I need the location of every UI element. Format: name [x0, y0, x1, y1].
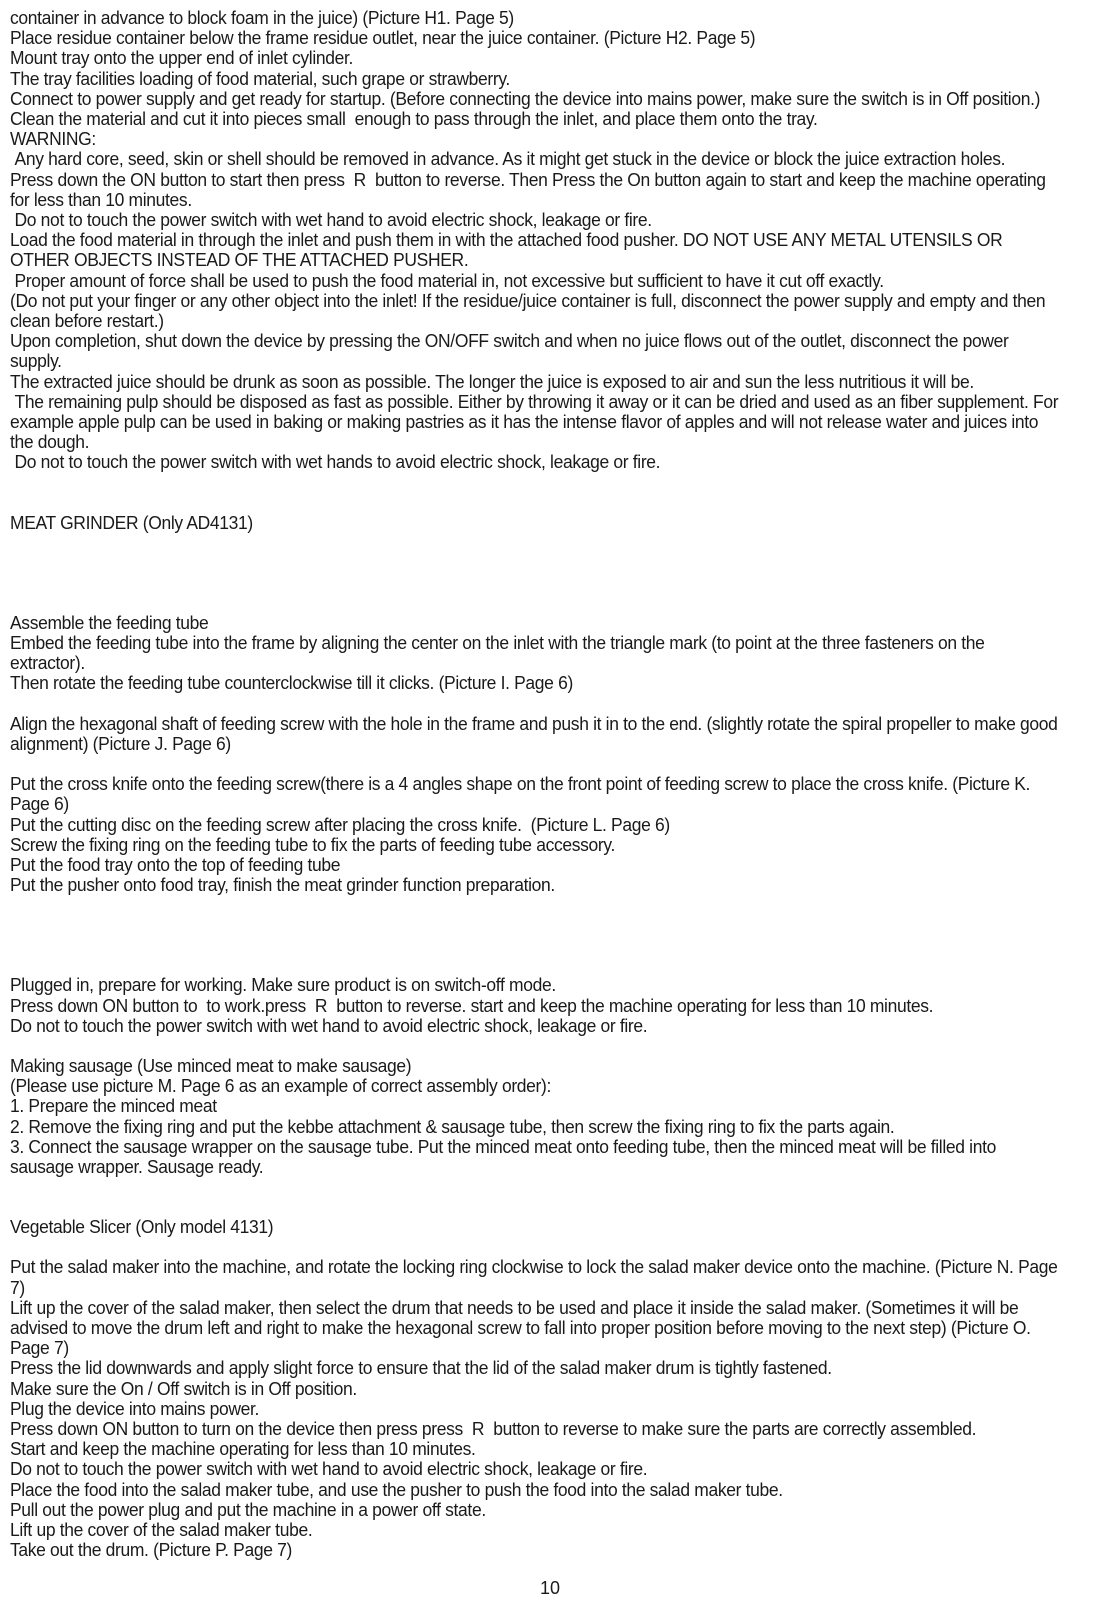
juicer-line: Press down the ON button to start then press R button to reverse. Then Press the On button again to start and keep the machine operating for less than 10 minutes. [10, 168, 1051, 210]
warning-label: WARNING: [10, 128, 96, 150]
instruction-line: Put the cutting disc on the feeding screw after placing the cross knife. (Picture L. Page 6) [10, 813, 670, 835]
instruction-line: Put the cross knife onto the feeding screw(there is a 4 angles shape on the front point of feeding screw to place the cross knife. (Picture K. Page 6) [10, 773, 1035, 815]
juicer-line: Load the food material in through the inlet and push them in with the attached food pusher. DO NOT USE ANY METAL UTENSILS OR OTHER OBJECTS INSTEAD OF THE ATTACHED PUSHER. [10, 229, 1007, 271]
instruction-line: Put the food tray onto the top of feeding tube [10, 853, 341, 875]
instruction-line: Align the hexagonal shaft of feeding screw with the hole in the frame and push it in to the end. (slightly rotate the spiral propeller to make good alignment) (Picture J. Page 6) [10, 712, 1063, 754]
juicer-line: Any hard core, seed, skin or shell should be removed in advance. As it might get stuck in the device or block the juice extraction holes. [10, 148, 1006, 170]
juicer-line: The tray facilities loading of food material, such grape or strawberry. [10, 67, 510, 89]
section-heading: MEAT GRINDER (Only AD4131) [10, 511, 253, 533]
sausage-line: (Please use picture M. Page 6 as an example of correct assembly order): [10, 1075, 552, 1097]
sausage-line: Making sausage (Use minced meat to make sausage) [10, 1054, 412, 1076]
manual-page [10, 8, 1061, 1560]
juicer-line: Upon completion, shut down the device by pressing the ON/OFF switch and when no juice flows out of the outlet, disconnect the power supply. [10, 330, 1014, 372]
sausage-line: 3. Connect the sausage wrapper on the sausage tube. Put the minced meat onto feeding tube, then the minced meat will be filled into sausage wrapper. Sausage ready. [10, 1135, 1001, 1177]
instruction-line: Then rotate the feeding tube counterclockwise till it clicks. (Picture I. Page 6) [10, 672, 573, 694]
juicer-line: Clean the material and cut it into pieces small enough to pass through the inlet, and place them onto the tray. [10, 108, 818, 130]
juicer-line: Do not to touch the power switch with wet hand to avoid electric shock, leakage or fire. [10, 209, 652, 231]
instruction-line: Plugged in, prepare for working. Make sure product is on switch-off mode. [10, 974, 556, 996]
juicer-line: Proper amount of force shall be used to push the food material in, not excessive but sufficient to have it cut off exactly. [10, 269, 884, 291]
juicer-line: Mount tray onto the upper end of inlet cylinder. [10, 47, 354, 69]
slicer-line: Plug the device into mains power. [10, 1397, 260, 1419]
slicer-line: Start and keep the machine operating for less than 10 minutes. [10, 1438, 476, 1460]
juicer-line: The remaining pulp should be disposed as fast as possible. Either by throwing it away or it can be dried and used as an fiber supplement. For example apple pulp can be used in baking or making pastries as it has the intense flavor of apples and will not release water and juices into the dough. [10, 390, 1063, 453]
slicer-line: Do not to touch the power switch with wet hand to avoid electric shock, leakage or fire. [10, 1458, 648, 1480]
sausage-line: 1. Prepare the minced meat [10, 1095, 217, 1117]
slicer-line: Put the salad maker into the machine, and rotate the locking ring clockwise to lock the salad maker device onto the machine. (Picture N. Page 7) [10, 1256, 1063, 1298]
instruction-line: Put the pusher onto food tray, finish the meat grinder function preparation. [10, 874, 555, 896]
meat-grinder-section [10, 513, 1061, 1177]
juicer-line: Do not to touch the power switch with wet hands to avoid electric shock, leakage or fire. [10, 451, 661, 473]
vegetable-slicer-section [10, 1217, 1061, 1560]
slicer-line: Press the lid downwards and apply slight force to ensure that the lid of the salad maker drum is tightly fastened. [10, 1357, 832, 1379]
slicer-line: Lift up the cover of the salad maker, then select the drum that needs to be used and place it inside the salad maker. (Sometimes it will be advised to move the drum left and right to make the hexagonal screw to fall into proper position before moving to the next step) (Picture O. Page 7) [10, 1296, 1036, 1359]
slicer-line: Place the food into the salad maker tube, and use the pusher to push the food into the salad maker tube. [10, 1478, 783, 1500]
juicer-line: The extracted juice should be drunk as soon as possible. The longer the juice is exposed to air and sun the less nutritious it will be. [10, 370, 974, 392]
instruction-line: Do not to touch the power switch with wet hand to avoid electric shock, leakage or fire. [10, 1014, 648, 1036]
slicer-line: Take out the drum. (Picture P. Page 7) [10, 1539, 292, 1561]
instruction-line: Screw the fixing ring on the feeding tube to fix the parts of feeding tube accessory. [10, 833, 616, 855]
page-number: 10 [539, 1578, 561, 1598]
instruction-line: Embed the feeding tube into the frame by aligning the center on the inlet with the triangle mark (to point at the three fasteners on the extractor). [10, 632, 990, 674]
slicer-line: Pull out the power plug and put the machine in a power off state. [10, 1498, 486, 1520]
juicer-line: Place residue container below the frame residue outlet, near the juice container. (Picture H2. Page 5) [10, 27, 756, 49]
juicer-line: (Do not put your finger or any other object into the inlet! If the residue/juice container is full, disconnect the power supply and empty and then clean before restart.) [10, 289, 1050, 332]
instruction-line: Press down ON button to to work.press R button to reverse. start and keep the machine operating for less than 10 minutes. [10, 994, 934, 1016]
slicer-line: Make sure the On / Off switch is in Off position. [10, 1377, 357, 1399]
slicer-line: Lift up the cover of the salad maker tube. [10, 1518, 313, 1540]
juicer-section [10, 8, 1061, 473]
sausage-line: 2. Remove the fixing ring and put the kebbe attachment & sausage tube, then screw the fixing ring to fix the parts again. [10, 1115, 895, 1137]
subsection-title: Assemble the feeding tube [10, 611, 209, 633]
slicer-line: Press down ON button to turn on the device then press press R button to reverse to make sure the parts are correctly assembled. [10, 1417, 977, 1439]
juicer-line: Connect to power supply and get ready for startup. (Before connecting the device into mains power, make sure the switch is in Off position.) [10, 87, 1041, 109]
section-heading: Vegetable Slicer (Only model 4131) [10, 1216, 274, 1238]
juicer-line: container in advance to block foam in the juice) (Picture H1. Page 5) [10, 7, 514, 28]
